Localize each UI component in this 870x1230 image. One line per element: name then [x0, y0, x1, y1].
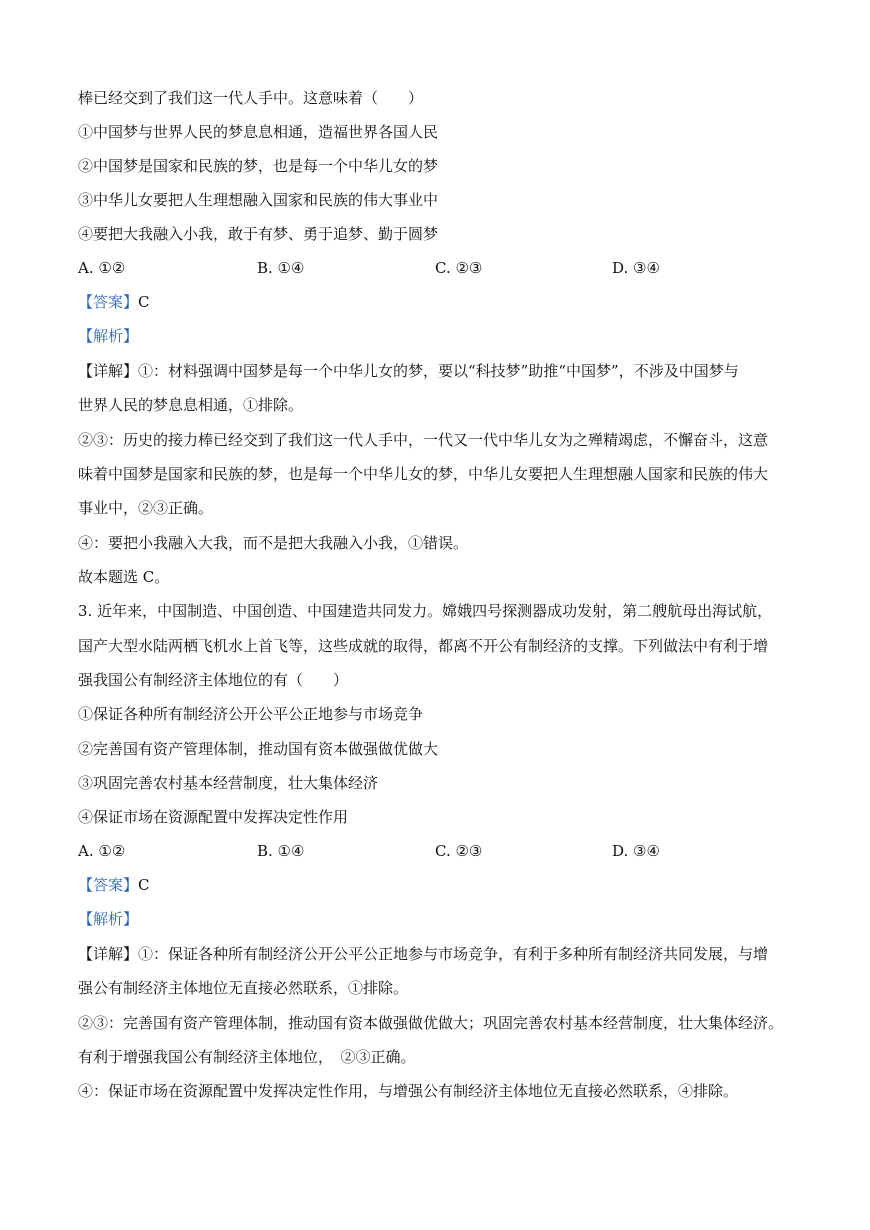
q2-detail-line-2: 世界人民的梦息息相通，①排除。 [78, 396, 304, 414]
q3-detail-line-2: 强公有制经济主体地位无直接必然联系，①排除。 [78, 979, 409, 997]
q3-detail-line-1 [78, 944, 798, 964]
q3-answer-value: C [138, 876, 150, 894]
q3-stem-line-3: 强我国公有制经济主体地位的有（ ） [78, 671, 349, 689]
q2-detail-line-7: 故本题选 C。 [78, 568, 170, 586]
q2-detail-line-4: 味着中国梦是国家和民族的梦，也是每一个中华儿女的梦，中华儿女要把人生理想融人国家和民族的伟大 [78, 465, 769, 483]
q3-detail-line-3: ②③：完善国有资产管理体制，推动国有资本做强做优做大；巩固完善农村基本经营制度，壮大集体经济。 [78, 1014, 784, 1032]
q2-detail-line-1 [78, 361, 798, 381]
q2-detail-label: 【详解】 [78, 362, 139, 380]
q3-detail-line-5: ④：保证市场在资源配置中发挥决定性作用，与增强公有制经济主体地位无直接必然联系，④排除。 [78, 1082, 739, 1100]
q2-statement-2: ②中国梦是国家和民族的梦，也是每一个中华儿女的梦 [78, 157, 439, 175]
q2-detail-line-3: ②③：历史的接力棒已经交到了我们这一代人手中，一代又一代中华儿女为之殚精竭虑，不懈奋斗，这意 [78, 431, 769, 449]
q2-answer [78, 292, 798, 312]
q3-statement-1: ①保证各种所有制经济公开公平公正地参与市场竞争 [78, 705, 424, 723]
q3-option-b: B. ①④ [257, 842, 305, 860]
q2-option-b: B. ①④ [257, 259, 305, 277]
q2-detail-line-5: 事业中，②③正确。 [78, 499, 214, 517]
q2-detail-text-1: ①：材料强调中国梦是每一个中华儿女的梦，要以“科技梦”助推“中国梦”，不涉及中国梦与 [138, 362, 739, 380]
q3-detail-label: 【详解】 [78, 945, 139, 963]
q3-detail-line-4: 有利于增强我国公有制经济主体地位， ②③正确。 [78, 1048, 416, 1066]
q2-answer-label: 【答案】 [78, 293, 139, 311]
q2-analysis-label: 【解析】 [78, 327, 139, 345]
q3-option-a: A. ①② [78, 842, 126, 860]
q2-stem-tail: 棒已经交到了我们这一代人手中。这意味着（ ） [78, 89, 424, 107]
q3-answer [78, 875, 798, 895]
q2-statement-4: ④要把大我融入小我，敢于有梦、勇于追梦、勤于圆梦 [78, 225, 439, 243]
q2-option-c: C. ②③ [435, 259, 483, 277]
q3-statement-3: ③巩固完善农村基本经营制度，壮大集体经济 [78, 774, 379, 792]
q3-detail-text-1: ①：保证各种所有制经济公开公平公正地参与市场竞争，有利于多种所有制经济共同发展，与增 [138, 945, 769, 963]
q3-stem-line-2: 国产大型水陆两栖飞机水上首飞等，这些成就的取得，都离不开公有制经济的支撑。下列做法中有利于增 [78, 637, 769, 655]
q3-option-d: D. ③④ [612, 842, 660, 860]
q3-statement-4: ④保证市场在资源配置中发挥决定性作用 [78, 808, 349, 826]
q3-statement-2: ②完善国有资产管理体制，推动国有资本做强做优做大 [78, 740, 439, 758]
q3-stem-line-1: 3. 近年来，中国制造、中国创造、中国建造共同发力。嫦娥四号探测器成功发射，第二艘航母出海试航， [78, 602, 773, 620]
q2-option-a: A. ①② [78, 259, 126, 277]
q3-answer-label: 【答案】 [78, 876, 139, 894]
q2-option-d: D. ③④ [612, 259, 660, 277]
q2-answer-value: C [138, 293, 150, 311]
q2-detail-line-6: ④：要把小我融入大我，而不是把大我融入小我，①错误。 [78, 534, 469, 552]
q3-analysis-label: 【解析】 [78, 910, 139, 928]
q2-statement-3: ③中华儿女要把人生理想融入国家和民族的伟大事业中 [78, 191, 439, 209]
q2-statement-1: ①中国梦与世界人民的梦息息相通，造福世界各国人民 [78, 123, 439, 141]
q3-option-c: C. ②③ [435, 842, 483, 860]
